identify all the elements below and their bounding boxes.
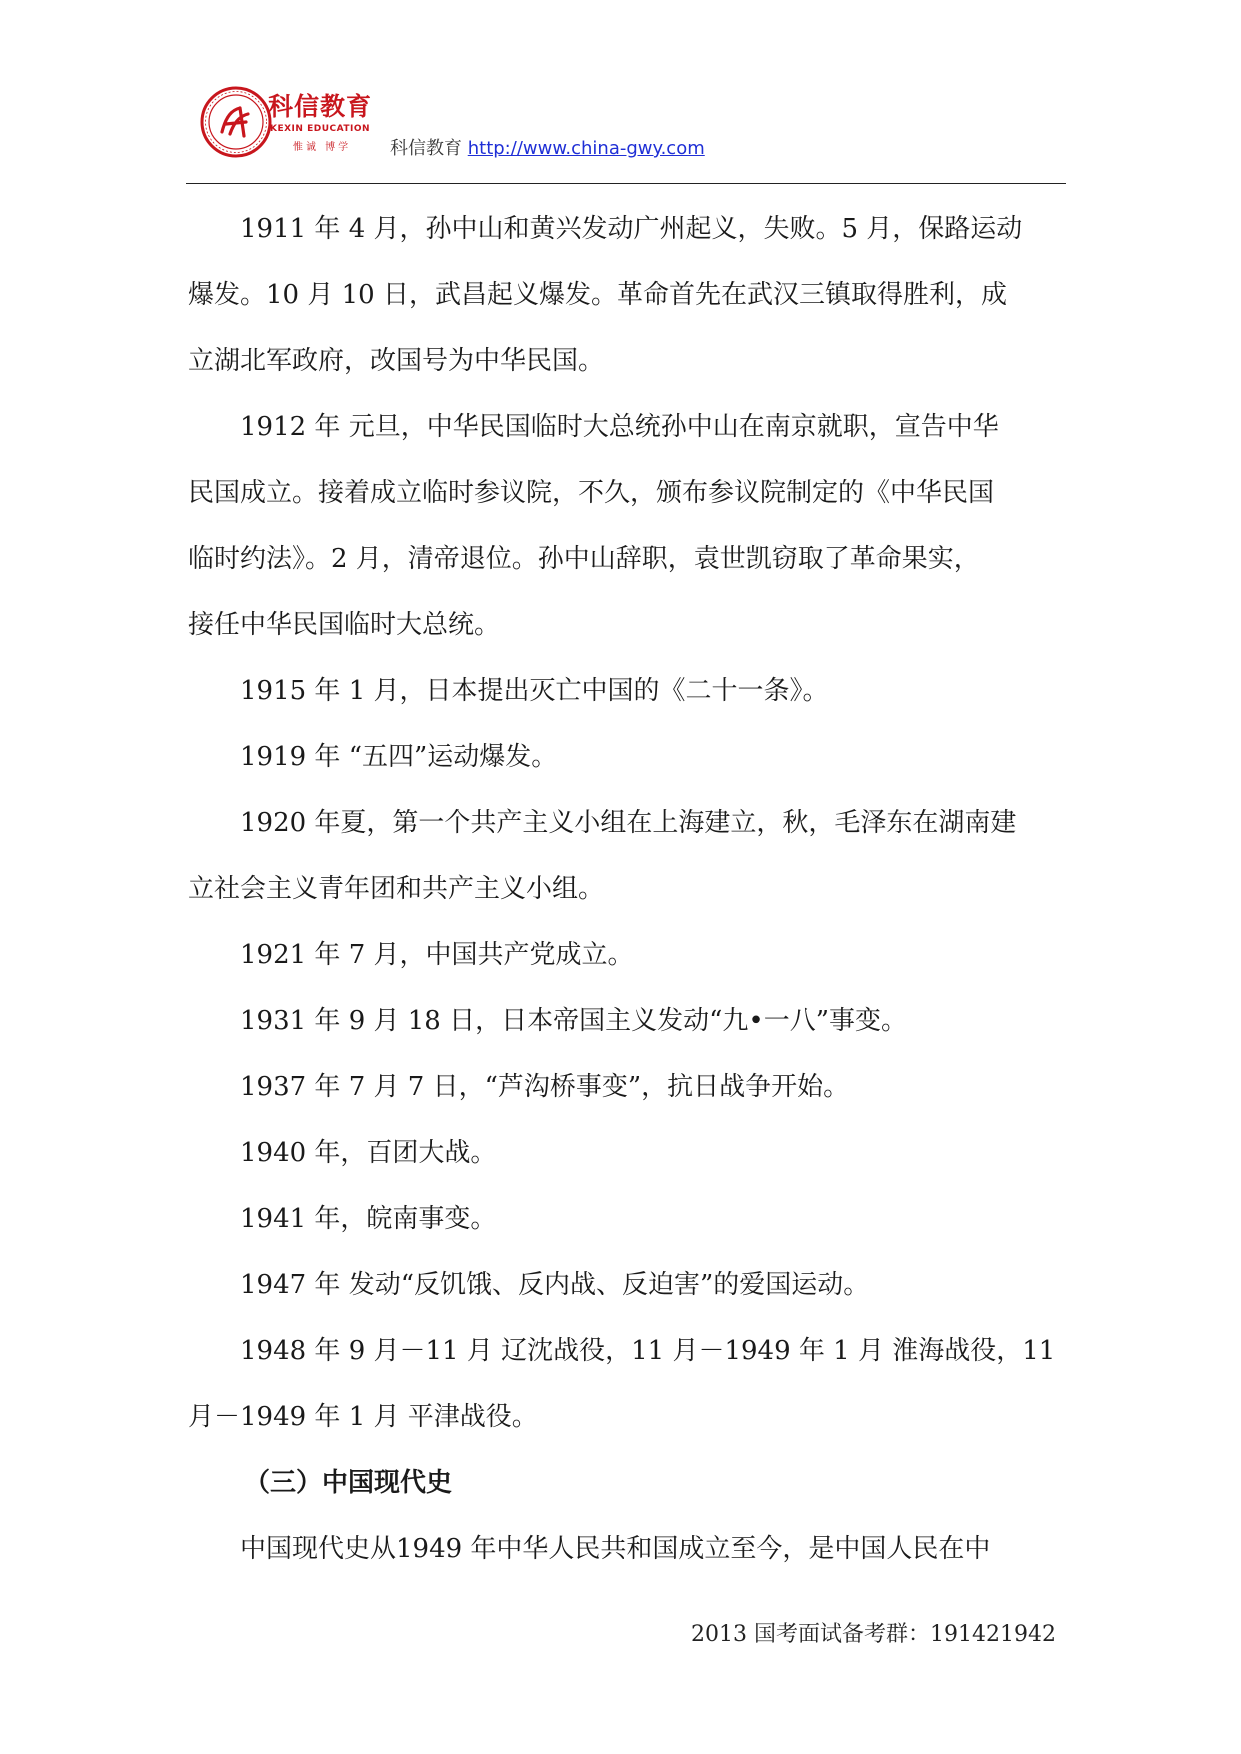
text-line: 爆发。10 月 10 日，武昌起义爆发。革命首先在武汉三镇取得胜利，成 (188, 280, 1007, 310)
text-line: 民国成立。接着成立临时参议院，不久，颁布参议院制定的《中华民国 (188, 478, 995, 508)
paragraph-1919: 1919 年 “五四”运动爆发。 (240, 742, 558, 772)
paragraph-1941: 1941 年，皖南事变。 (240, 1204, 497, 1234)
site-name: 科信教育 (390, 138, 462, 159)
paragraph-1937: 1937 年 7 月 7 日，“芦沟桥事变”，抗日战争开始。 (240, 1072, 850, 1102)
text-line: 接任中华民国临时大总统。 (188, 610, 501, 640)
paragraph-1947: 1947 年 发动“反饥饿、反内战、反迫害”的爱国运动。 (240, 1270, 870, 1300)
kexin-logo (200, 86, 380, 166)
text-line: 临时约法》。2 月，清帝退位。孙中山辞职，袁世凯窃取了革命果实， (188, 544, 980, 574)
text-line: 立湖北军政府，改国号为中华民国。 (188, 346, 605, 376)
text-line: 立社会主义青年团和共产主义小组。 (188, 874, 605, 904)
paragraph-1931: 1931 年 9 月 18 日，日本帝国主义发动“九•一八”事变。 (240, 1006, 908, 1036)
header-divider (186, 183, 1066, 184)
text-line: 月－1949 年 1 月 平津战役。 (188, 1402, 538, 1432)
text-line: 1912 年 元旦，中华民国临时大总统孙中山在南京就职，宣告中华 (240, 412, 999, 442)
paragraph-1912 (188, 394, 1080, 658)
header-site-info (390, 134, 705, 160)
site-url-link[interactable]: http://www.china-gwy.com (467, 138, 705, 159)
paragraph-1920 (188, 790, 1080, 922)
logo-name-cn: 科信教育 (268, 92, 373, 121)
paragraph-1948 (188, 1318, 1080, 1450)
paragraph-1940: 1940 年，百团大战。 (240, 1138, 497, 1168)
paragraph-1911 (188, 196, 1080, 394)
section-heading: （三）中国现代史 (244, 1468, 453, 1498)
document-body (188, 196, 1080, 1582)
logo-motto: 惟诚 博学 (293, 142, 352, 153)
text-line: 1911 年 4 月，孙中山和黄兴发动广州起义，失败。5 月，保路运动 (240, 214, 1023, 244)
text-line: 1948 年 9 月－11 月 辽沈战役，11 月－1949 年 1 月 淮海战役，11 (240, 1336, 1056, 1366)
page-footer: 2013 国考面试备考群：191421942 (691, 1622, 1056, 1647)
paragraph-modern-history: 中国现代史从1949 年中华人民共和国成立至今，是中国人民在中 (240, 1534, 991, 1564)
paragraph-1921: 1921 年 7 月，中国共产党成立。 (240, 940, 634, 970)
kexin-seal-icon (200, 86, 272, 158)
logo-name-en: KEXIN EDUCATION (270, 124, 371, 134)
page-header (0, 0, 1241, 190)
paragraph-1915: 1915 年 1 月，日本提出灭亡中国的《二十一条》。 (240, 676, 829, 706)
text-line: 1920 年夏，第一个共产主义小组在上海建立，秋，毛泽东在湖南建 (240, 808, 1017, 838)
